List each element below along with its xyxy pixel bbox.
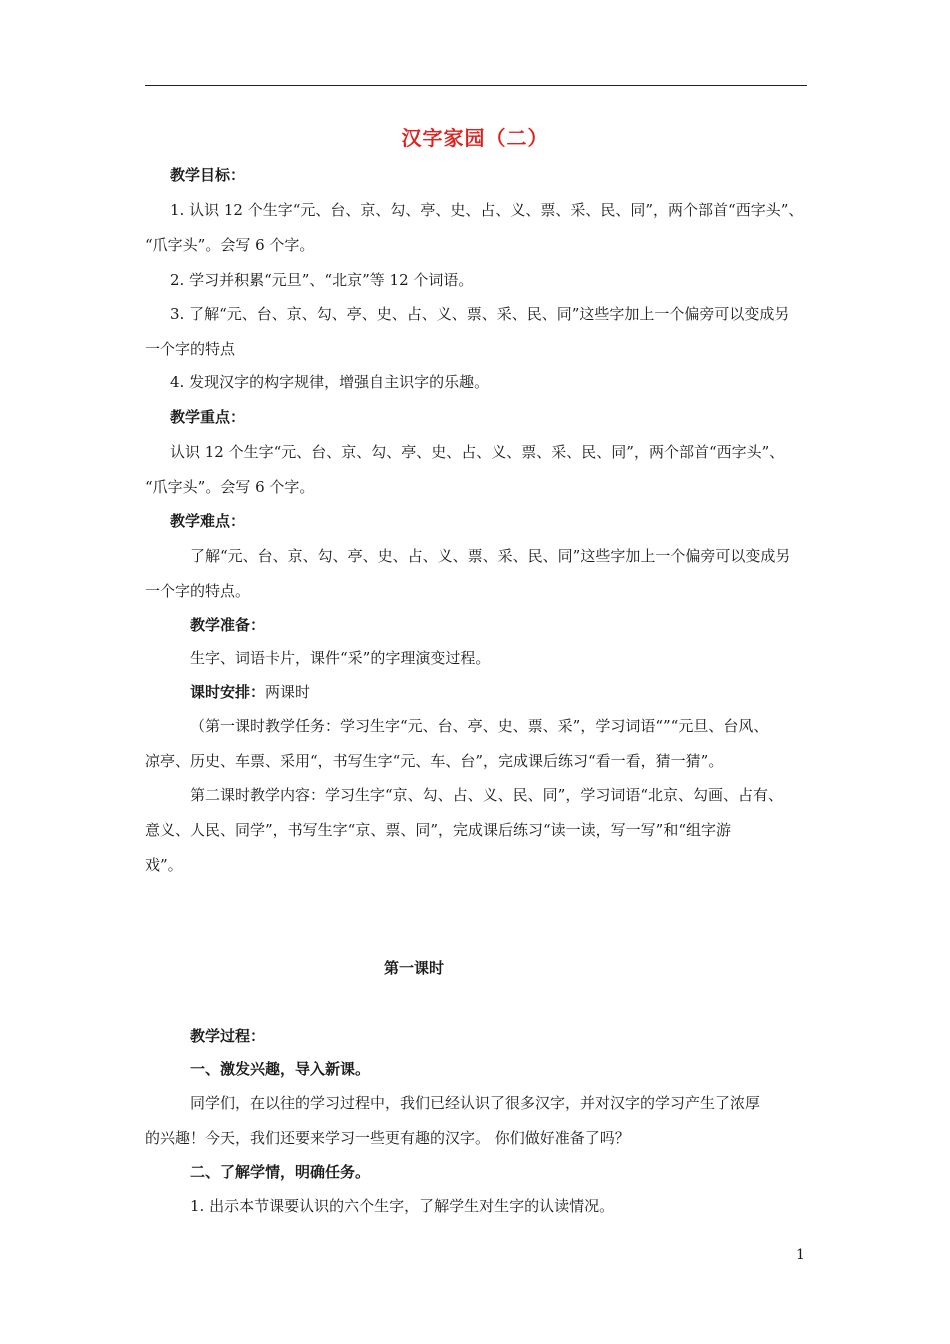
objective-4: 4. 发现汉字的构字规律，增强自主识字的乐趣。 (170, 373, 490, 391)
heading-schedule: 课时安排： (190, 683, 266, 701)
objective-1-cont: “爪字头”。会写 6 个字。 (145, 236, 315, 254)
step-2-item-1: 1. 出示本节课要认识的六个生字，了解学生对生字的认读情况。 (190, 1197, 615, 1215)
lesson2-content: 第二课时教学内容：学习生字“京、勾、占、义、民、同”，学习词语“北京、勾画、占有、 (190, 786, 784, 804)
heading-preparation: 教学准备： (190, 616, 266, 634)
document-title: 汉字家园（二） (401, 126, 549, 150)
preparation-text: 生字、词语卡片，课件“采”的字理演变过程。 (190, 649, 491, 667)
lesson2-content-cont2: 戏”。 (145, 856, 183, 874)
difficulties-text: 了解“元、台、京、勾、亭、史、占、义、票、采、民、同”这些字加上一个偏旁可以变成另 (190, 547, 791, 565)
step-1-text: 同学们，在以往的学习过程中，我们已经认识了很多汉字，并对汉字的学习产生了浓厚 (190, 1094, 761, 1112)
step-1-heading: 一、激发兴趣，导入新课。 (190, 1060, 371, 1078)
key-points-cont: “爪字头”。会写 6 个字。 (145, 478, 315, 496)
objective-3-cont: 一个字的特点 (145, 340, 236, 358)
key-points-text: 认识 12 个生字“元、台、京、勾、亭、史、占、义、票、采、民、同”，两个部首“西字头”、 (170, 443, 785, 461)
lesson2-content-cont: 意义、人民、同学”，书写生字“京、票、同”，完成课后练习“读一读，写一写”和“组字游 (145, 821, 732, 839)
lesson1-tasks: （第一课时教学任务：学习生字“元、台、亭、史、票、采”，学习词语“”“元旦、台风、 (190, 717, 769, 735)
step-1-text-cont: 的兴趣！今天，我们还要来学习一些更有趣的汉字。 你们做好准备了吗？ (145, 1129, 630, 1147)
objective-1: 1. 认识 12 个生字“元、台、京、勾、亭、史、占、义、票、采、民、同”，两个部首“西字头”、 (170, 201, 804, 219)
heading-objectives: 教学目标： (170, 166, 246, 184)
objective-2: 2. 学习并积累“元旦”、“北京”等 12 个词语。 (170, 271, 474, 289)
step-2-heading: 二、了解学情，明确任务。 (190, 1163, 371, 1181)
header-rule (145, 85, 807, 86)
section-first-lesson: 第一课时 (384, 959, 445, 977)
page-number: 1 (796, 1247, 805, 1263)
objective-3: 3. 了解“元、台、京、勾、亭、史、占、义、票、采、民、同”这些字加上一个偏旁可以变成另 (170, 305, 790, 323)
difficulties-cont: 一个字的特点。 (145, 582, 251, 600)
lesson1-tasks-cont: 凉亭、历史、车票、采用“，书写生字“元、车、台”，完成课后练习“看一看，猜一猜”。 (145, 752, 724, 770)
heading-process: 教学过程： (190, 1027, 266, 1045)
schedule-line (190, 682, 310, 702)
schedule-value: 两课时 (265, 683, 311, 701)
heading-difficulties: 教学难点： (170, 512, 246, 530)
heading-key-points: 教学重点： (170, 408, 246, 426)
